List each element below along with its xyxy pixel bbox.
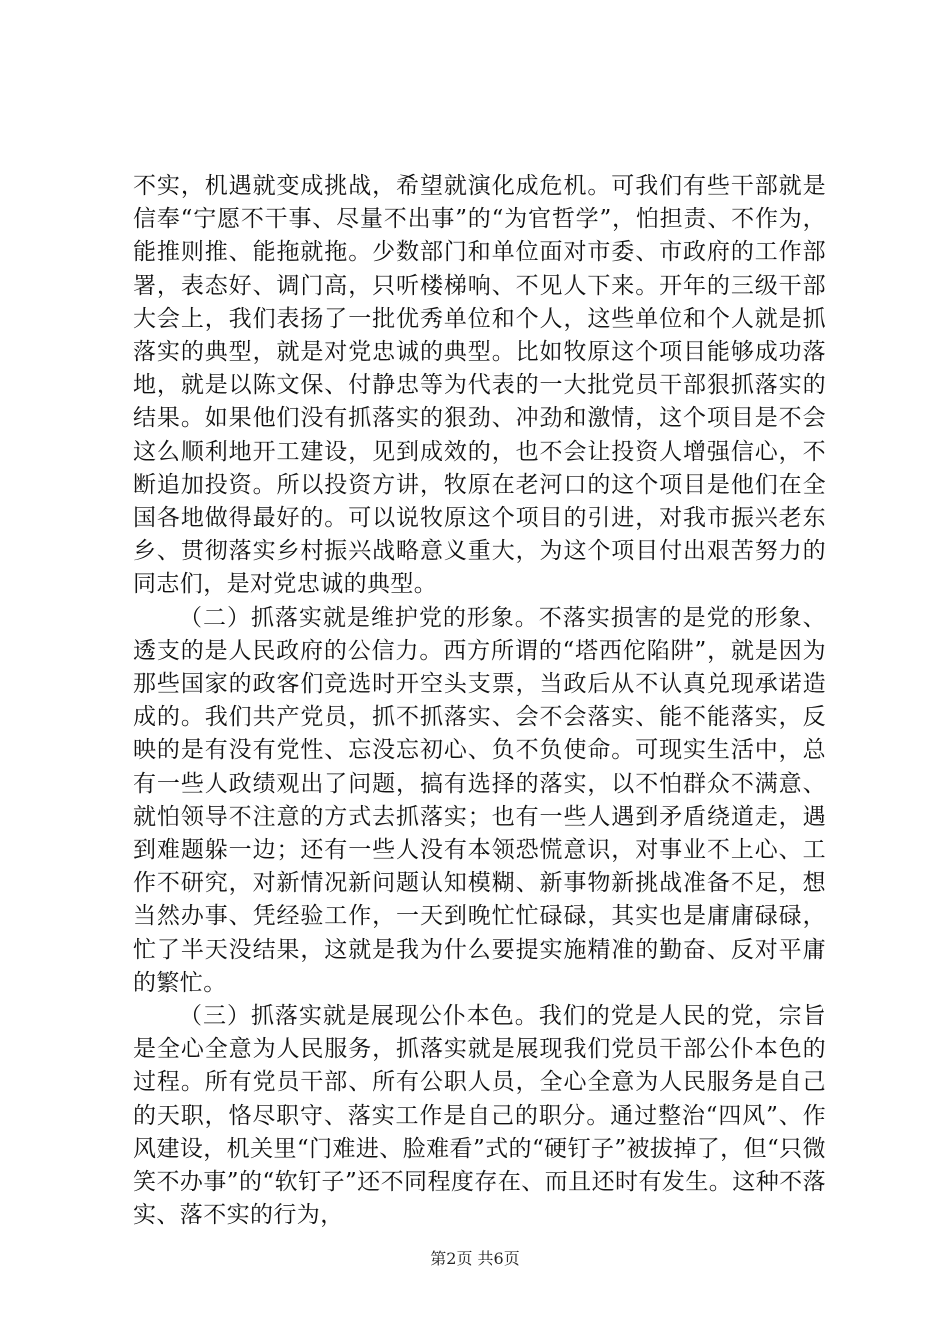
document-body xyxy=(133,170,826,1233)
paragraph-continuation: 不实，机遇就变成挑战，希望就演化成危机。可我们有些干部就是信奉“宁愿不干事、尽量不出事”的“为官哲学”，怕担责、不作为，能推则推、能拖就拖。少数部门和单位面对市委、市政府的工作部署，表态好、调门高，只听楼梯响、不见人下来。开年的三级干部大会上，我们表扬了一批优秀单位和个人，这些单位和个人就是抓落实的典型，就是对党忠诚的典型。比如牧原这个项目能够成功落地，就是以陈文保、付静忠等为代表的一大批党员干部狠抓落实的结果。如果他们没有抓落实的狠劲、冲劲和激情，这个项目是不会这么顺利地开工建设，见到成效的，也不会让投资人增强信心，不断追加投资。所以投资方讲，牧原在老河口的这个项目是他们在全国各地做得最好的。可以说牧原这个项目的引进，对我市振兴老东乡、贯彻落实乡村振兴战略意义重大，为这个项目付出艰苦努力的同志们，是对党忠诚的典型。 xyxy=(133,173,826,598)
paragraph-section-three: （三）抓落实就是展现公仆本色。我们的党是人民的党，宗旨是全心全意为人民服务，抓落实就是展现我们党员干部公仆本色的过程。所有党员干部、所有公职人员，全心全意为人民服务是自己的天职，恪尽职守、落实工作是自己的职分。通过整治“四风”、作风建设，机关里“门难进、脸难看”式的“硬钉子”被拔掉了，但“只微笑不办事”的“软钉子”还不同程度存在、而且还时有发生。这种不落实、落不实的行为， xyxy=(133,1003,826,1229)
paragraph-section-two: （二）抓落实就是维护党的形象。不落实损害的是党的形象、透支的是人民政府的公信力。西方所谓的“塔西佗陷阱”，就是因为那些国家的政客们竞选时开空头支票，当政后从不认真兑现承诺造成的。我们共产党员，抓不抓落实、会不会落实、能不能落实，反映的是有没有党性、忘没忘初心、负不负使命。可现实生活中，总有一些人政绩观出了问题，搞有选择的落实，以不怕群众不满意、就怕领导不注意的方式去抓落实；也有一些人遇到矛盾绕道走，遇到难题躲一边；还有一些人没有本领恐慌意识，对事业不上心、工作不研究，对新情况新问题认知模糊、新事物新挑战准备不足，想当然办事、凭经验工作，一天到晚忙忙碌碌，其实也是庸庸碌碌，忙了半天没结果，这就是我为什么要提实施精准的勤奋、反对平庸的繁忙。 xyxy=(133,604,826,996)
page-footer: 第2页 共6页 xyxy=(430,1249,520,1268)
